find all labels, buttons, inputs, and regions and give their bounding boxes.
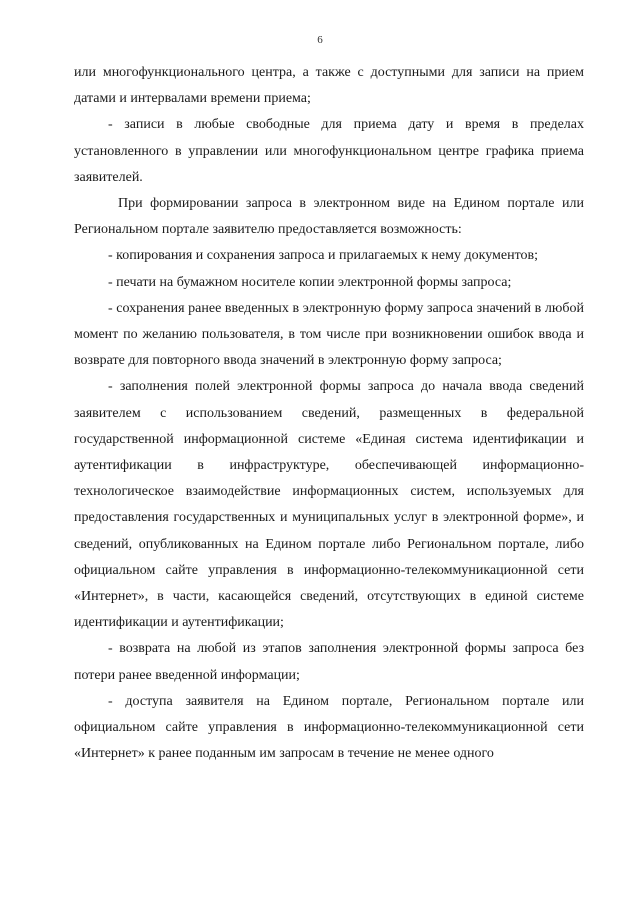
page-number: 6 xyxy=(317,34,323,46)
list-item: - возврата на любой из этапов заполнения электронной формы запроса без потери ранее введенной информации; xyxy=(74,641,584,683)
paragraph: или многофункционального центра, а также с доступными для записи на прием датами и интервалами времени приема; xyxy=(74,65,584,107)
list-item: - доступа заявителя на Едином портале, Региональном портале или официальном сайте управления в информационно-телекоммуникационной сети «Интернет» к ранее поданным им запросам в течение не менее одного xyxy=(74,693,584,762)
list-item: - печати на бумажном носителе копии электронной формы запроса; xyxy=(108,274,512,290)
list-item: - сохранения ранее введенных в электронную форму запроса значений в любой момент по желанию пользователя, в том числе при возникновении ошибок ввода и возврате для повторного ввода значений в электронную форму запроса; xyxy=(74,300,584,369)
list-item: - копирования и сохранения запроса и прилагаемых к нему документов; xyxy=(108,248,539,264)
list-item: - заполнения полей электронной формы запроса до начала ввода сведений заявителем с использованием сведений, размещенных в федеральной государственной информационной системе «Единая система идентификации и аутентификации в инфраструктуре, обеспечивающей информационно-технологическое взаимодействие информационных систем, используемых для предоставления государственных и муниципальных услуг в электронной форме», и сведений, опубликованных на Едином портале либо Региональном портале, либо официальном сайте управления в информационно-телекоммуникационной сети «Интернет», в части, касающейся сведений, отсутствующих в единой системе идентификации и аутентификации; xyxy=(74,379,584,631)
paragraph: При формировании запроса в электронном виде на Едином портале или Региональном портале заявителю предоставляется возможность: xyxy=(74,196,584,238)
document-body xyxy=(74,60,584,767)
list-item: - записи в любые свободные для приема дату и время в пределах установленного в управлении или многофункциональном центре графика приема заявителей. xyxy=(74,117,584,185)
